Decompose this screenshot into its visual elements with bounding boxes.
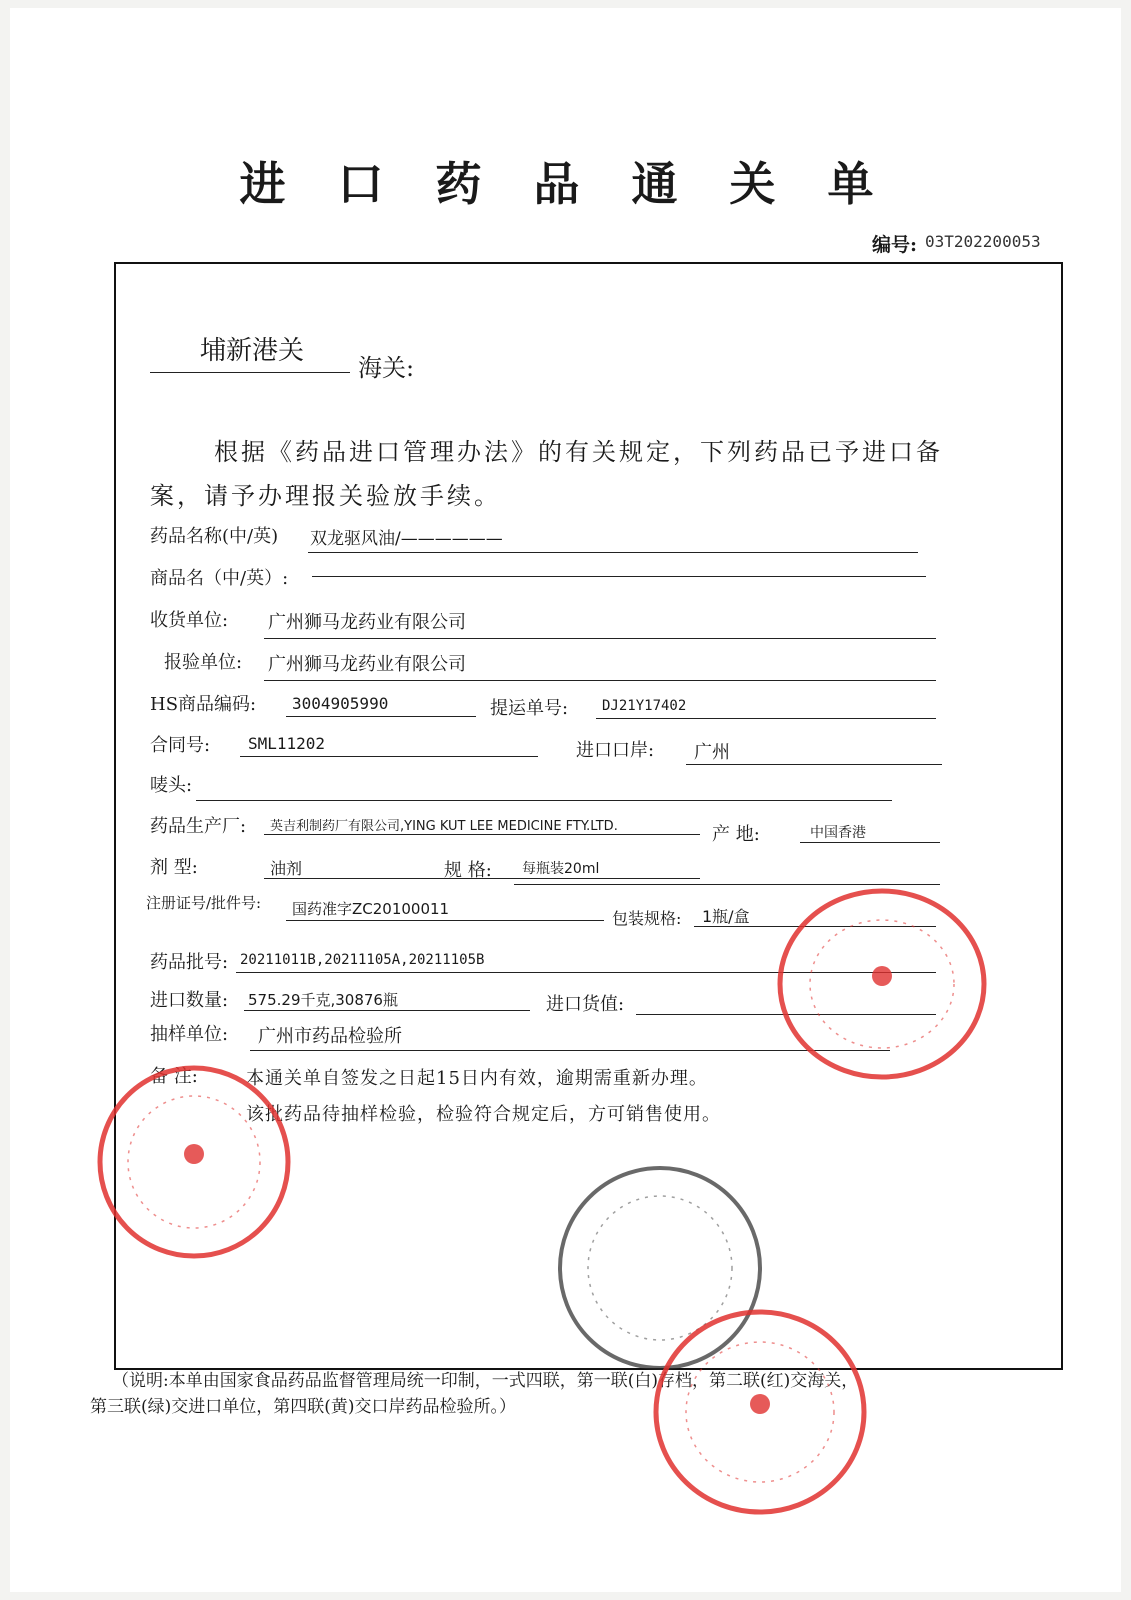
- inspection-applicant-underline: [264, 680, 936, 681]
- contract-no-value: SML11202: [248, 734, 326, 753]
- sampling-unit-label: 抽样单位:: [150, 1024, 229, 1045]
- drug-name-label: 药品名称(中/英): [150, 526, 279, 547]
- origin-label: 产 地:: [712, 824, 760, 845]
- inspection-applicant-label: 报验单位:: [164, 652, 243, 673]
- spec-value: 每瓶装20ml: [522, 861, 600, 877]
- drug-name-value: 双龙驱风油/——————: [310, 529, 503, 549]
- spec-label: 规 格:: [444, 860, 492, 881]
- entry-port-underline: [686, 764, 942, 765]
- dosage-form-label: 剂 型:: [150, 857, 198, 878]
- inspection-applicant-value: 广州狮马龙药业有限公司: [268, 654, 466, 675]
- bill-no-underline: [596, 718, 936, 719]
- remarks-label: 备 注:: [150, 1066, 198, 1087]
- hs-code-value: 3004905990: [292, 694, 389, 713]
- document-title: 进 口 药 品 通 关 单: [239, 157, 892, 211]
- trade-name-label: 商品名（中/英）:: [150, 568, 289, 589]
- contract-no-label: 合同号:: [150, 735, 211, 756]
- company-quality-stamp: [774, 884, 990, 1084]
- value-label: 进口货值:: [546, 994, 625, 1015]
- batch-label: 药品批号:: [150, 952, 229, 973]
- registration-underline: [286, 920, 604, 921]
- customs-port-name: 埔新港关: [200, 336, 305, 366]
- doc-number: 03T202200053: [925, 232, 1041, 251]
- bill-no-label: 提运单号:: [490, 698, 569, 719]
- quantity-value: 575.29千克,30876瓶: [248, 991, 398, 1009]
- customs-underline: [150, 372, 350, 373]
- dosage-form-value: 油剂: [270, 859, 303, 878]
- consignee-underline: [264, 638, 936, 639]
- contract-no-underline: [240, 756, 538, 757]
- consignee-label: 收货单位:: [150, 610, 229, 631]
- footer-line-2: 第三联(绿)交进口单位，第四联(黄)交口岸药品检验所。）: [90, 1397, 517, 1417]
- doc-number-label: 编号:: [872, 234, 918, 256]
- registration-label: 注册证号/批件号:: [146, 894, 262, 912]
- package-label: 包装规格:: [612, 909, 682, 928]
- remarks-line-2: 该批药品待抽样检验，检验符合规定后，方可销售使用。: [246, 1104, 721, 1125]
- manufacturer-value: 英吉利制药厂有限公司,YING KUT LEE MEDICINE FTY.LTD.: [270, 819, 618, 834]
- sampling-unit-value: 广州市药品检验所: [258, 1026, 402, 1047]
- hs-code-underline: [286, 716, 476, 717]
- remarks-line-1: 本通关单自签发之日起15日内有效，逾期需重新办理。: [246, 1068, 708, 1089]
- batch-value: 20211011B,20211105A,20211105B: [240, 952, 485, 968]
- mark-label: 唛头:: [150, 775, 193, 796]
- pharmacy-quality-stamp: [94, 1062, 294, 1262]
- distributor-quality-stamp: [648, 1304, 872, 1520]
- entry-port-value: 广州: [694, 742, 730, 763]
- manufacturer-underline: [264, 834, 700, 835]
- quantity-label: 进口数量:: [150, 990, 229, 1011]
- entry-port-label: 进口口岸:: [576, 740, 655, 761]
- footer-line-1: （说明:本单由国家食品药品监督管理局统一印制，一式四联，第一联(白)存档，第二联(红)交海关，: [112, 1371, 859, 1391]
- consignee-value: 广州狮马龙药业有限公司: [268, 612, 466, 633]
- mark-underline: [196, 800, 892, 801]
- customs-suffix: 海关:: [358, 354, 415, 382]
- intro-line-2: 案，请予办理报关验放手续。: [150, 482, 501, 510]
- manufacturer-label: 药品生产厂:: [150, 816, 247, 837]
- trade-name-underline: [312, 576, 926, 577]
- origin-value: 中国香港: [810, 825, 866, 841]
- bill-no-value: DJ21Y17402: [602, 698, 687, 714]
- hs-code-label: HS商品编码:: [150, 694, 257, 715]
- origin-underline: [800, 842, 940, 843]
- registration-value: 国药准字ZC20100011: [292, 900, 450, 918]
- quantity-underline: [244, 1010, 530, 1011]
- package-value: 1瓶/盒: [702, 907, 750, 926]
- drug-name-underline: [308, 552, 918, 553]
- intro-line-1: 根据《药品进口管理办法》的有关规定，下列药品已予进口备: [214, 438, 943, 466]
